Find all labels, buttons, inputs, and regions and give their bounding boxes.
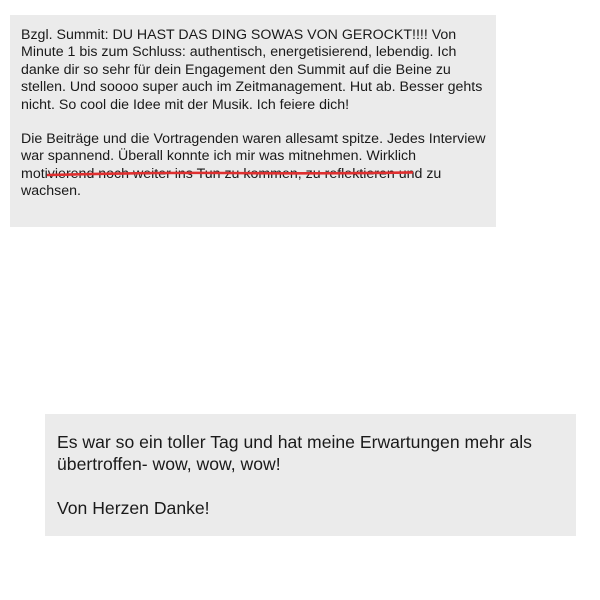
paragraph-2-lead: Die (21, 131, 47, 148)
paragraph-2-rest: . Jedes Interview war spannend. Überall konnte ich mir was mitnehmen. Wirklich motivierend noch weiter ins Tun zu kommen, zu reflektieren und zu wachsen. (21, 131, 486, 200)
testimonial-2-paragraph-1: Es war so ein toller Tag und hat meine Erwartungen mehr als übertroffen- wow, wow, wow! (57, 432, 532, 474)
highlighted-phrase: Beiträge und die Vortragenden waren allesamt spitze (46, 131, 380, 148)
testimonial-1-paragraph-1: Bzgl. Summit: DU HAST DAS DING SOWAS VON GEROCKT!!!! Von Minute 1 bis zum Schluss: authentisch, energetisierend, lebendig. Ich danke dir so sehr für dein Engagement den Summit auf die Beine zu stellen. Und soooo super auch im Zeitmanagement. Hut ab. Besser gehts nicht. So cool die Idee mit der Musik. Ich feiere dich! (21, 27, 483, 113)
testimonial-bubble-2 (45, 414, 576, 536)
testimonial-bubble-1 (10, 15, 496, 227)
testimonial-1-paragraph-2 (21, 131, 486, 201)
testimonial-2-paragraph-2: Von Herzen Danke! (57, 498, 210, 518)
